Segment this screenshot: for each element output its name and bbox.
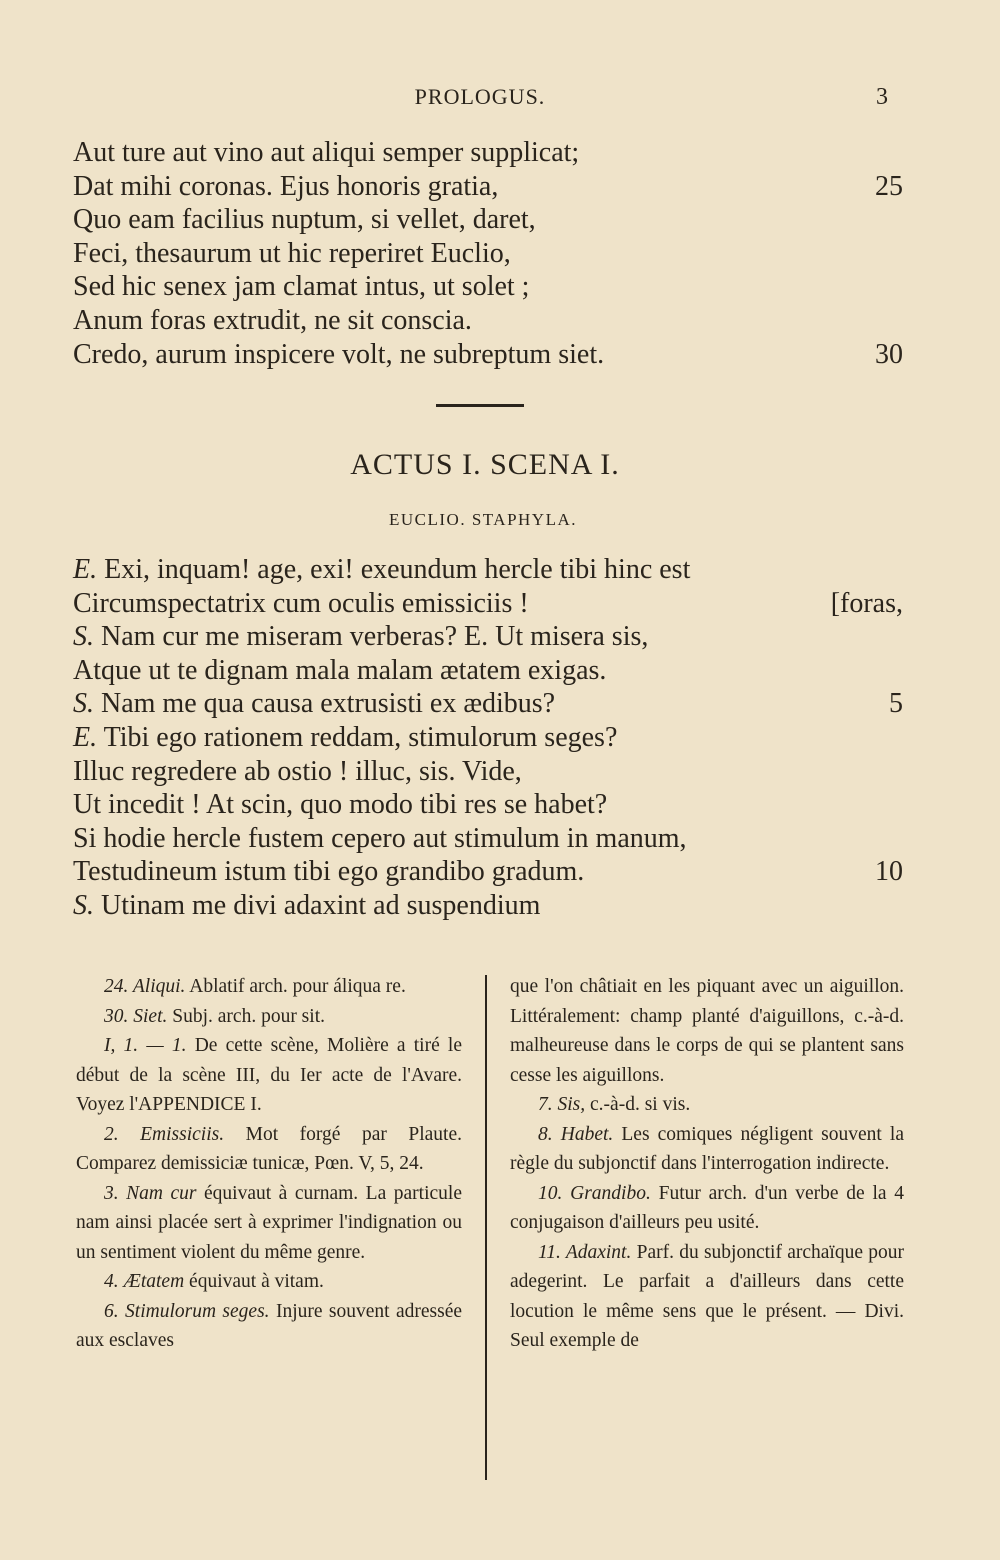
speaker: S.: [73, 688, 94, 720]
verse-text: Atque ut te dignam mala malam ætatem exigas.: [73, 654, 607, 686]
verse-text: Quo eam facilius nuptum, si vellet, daret,: [73, 204, 536, 236]
footnotes-right-column: [510, 972, 904, 1356]
footnote-text: Futur arch. d'un verbe de la 4 conjugaison d'ailleurs peu usité.: [510, 1182, 905, 1233]
verse-text: Circumspectatrix cum oculis emissiciis !: [73, 587, 529, 619]
verse-line: [73, 237, 903, 271]
footnote-text: équivaut à vitam.: [189, 1271, 324, 1292]
verse-text: Sed hic senex jam clamat intus, ut solet ;: [73, 271, 530, 303]
verse-line: [73, 822, 903, 856]
speaker: E.: [73, 721, 98, 753]
footnote-lemma: 7. Sis,: [538, 1094, 586, 1115]
footnote: [76, 1297, 462, 1356]
verse-text: Nam cur me miseram verberas? E. Ut misera sis,: [101, 621, 649, 653]
footnote: [510, 1179, 904, 1238]
footnote: [510, 1120, 904, 1179]
verse-line: [73, 270, 903, 304]
footnote-lemma: I, 1. — 1.: [104, 1035, 187, 1056]
verse-line: [73, 654, 903, 688]
page-number: 3: [876, 84, 888, 110]
footnote-continuation: [510, 972, 904, 1090]
verse-line: [73, 620, 903, 654]
verse-line: [73, 338, 903, 372]
line-number: [foras,: [830, 587, 903, 619]
verse-line: [73, 170, 903, 204]
verse-line: [73, 203, 903, 237]
verse-text: Aut ture aut vino aut aliqui semper supplicat;: [73, 137, 580, 168]
verse-text: Dat mihi coronas. Ejus honoris gratia,: [73, 170, 499, 202]
footnote: [510, 1238, 904, 1356]
scene-verse: [73, 553, 903, 923]
line-number: 10: [875, 856, 903, 888]
running-head: [0, 84, 1000, 114]
footnote-lemma: 8. Habet.: [538, 1123, 614, 1145]
footnote-lemma: 3. Nam cur: [104, 1182, 197, 1204]
verse-text: Feci, thesaurum ut hic reperiret Euclio,: [73, 237, 511, 269]
verse-text: Utinam me divi adaxint ad suspendium: [101, 889, 541, 921]
footnote-text: Parf. du subjonctif archaïque pour adegerint. Le parfait a d'ailleurs dans cette locution le même sens que le présent. — Divi. Seul exemple de: [510, 1241, 904, 1351]
verse-text: Illuc regredere ab ostio ! illuc, sis. Vide,: [73, 755, 522, 787]
section-divider: [436, 404, 524, 407]
line-number: 25: [875, 170, 903, 202]
verse-text: Exi, inquam! age, exi! exeundum hercle tibi hinc est: [104, 554, 691, 585]
footnote-text: que l'on châtiait en les piquant avec un aiguillon. Littéralement: champ planté d'aiguillons, c.-à-d. malheureuse dans le corps de qui se plantent sans cesse les aiguillons.: [510, 976, 904, 1086]
verse-line: [73, 687, 903, 721]
verse-line: [73, 755, 903, 789]
footnote-text: Injure souvent adressée aux esclaves: [76, 1300, 463, 1351]
footnote-lemma: 4. Ætatem: [104, 1271, 185, 1292]
scene-personae: EUCLIO. STAPHYLA.: [389, 510, 577, 529]
verse-line: [73, 304, 903, 338]
footnote: [510, 1090, 904, 1120]
footnote-text: De cette scène, Molière a tiré le début de la scène III, du Ier acte de l'Avare. Voyez l'APPENDICE I.: [76, 1035, 462, 1115]
footnote: [76, 1120, 462, 1179]
verse-text: Tibi ego rationem reddam, stimulorum seges?: [103, 721, 618, 753]
footnote-lemma: 10. Grandibo.: [538, 1182, 651, 1204]
verse-text: Si hodie hercle fustem cepero aut stimulum in manum,: [73, 822, 687, 854]
footnote: [76, 1031, 462, 1120]
footnote-lemma: 24. Aliqui.: [104, 976, 186, 997]
prologue-verse: [73, 136, 903, 371]
footnote-text: c.-à-d. si vis.: [590, 1094, 691, 1115]
line-number: 5: [889, 688, 903, 720]
footnote-text: équivaut à curnam. La particule nam ainsi placée sert à exprimer l'indignation ou un sentiment violent du même genre.: [76, 1182, 462, 1263]
footnote-lemma: 2. Emissiciis.: [104, 1123, 225, 1145]
footnote-lemma: 30. Siet.: [104, 1005, 168, 1027]
verse-line: [73, 788, 903, 822]
footnotes-left-column: [76, 972, 462, 1356]
footnote: [76, 1179, 462, 1268]
footnote: [76, 1267, 462, 1297]
speaker: S.: [73, 621, 94, 653]
footnote-text: Mot forgé par Plaute. Comparez demissiciæ tunicæ, Pœn. V, 5, 24.: [76, 1123, 463, 1174]
verse-line: [73, 587, 903, 621]
footnote-lemma: 6. Stimulorum seges.: [104, 1300, 270, 1322]
column-divider: [485, 975, 487, 1480]
scene-title: ACTUS I. SCENA I.: [350, 448, 620, 481]
footnote: [76, 972, 462, 1002]
verse-line: [73, 889, 903, 923]
verse-line: [73, 136, 903, 170]
footnote-text: Subj. arch. pour sit.: [172, 1005, 325, 1027]
speaker: E.: [73, 554, 98, 585]
verse-text: Anum foras extrudit, ne sit conscia.: [73, 304, 472, 336]
verse-text: Testudineum istum tibi ego grandibo gradum.: [73, 856, 585, 888]
verse-line: [73, 855, 903, 889]
verse-text: Nam me qua causa extrusisti ex ædibus?: [101, 688, 556, 720]
footnote-text: Les comiques négligent souvent la règle du subjonctif dans l'interrogation indirecte.: [510, 1123, 904, 1174]
running-title: PROLOGUS.: [414, 84, 546, 109]
verse-line: [73, 553, 903, 587]
verse-text: Ut incedit ! At scin, quo modo tibi res se habet?: [73, 789, 608, 821]
footnote-lemma: 11. Adaxint.: [538, 1241, 632, 1263]
footnote-text: Ablatif arch. pour áliqua re.: [189, 976, 406, 997]
verse-line: [73, 721, 903, 755]
verse-text: Credo, aurum inspicere volt, ne subreptum siet.: [73, 338, 605, 370]
speaker: S.: [73, 889, 94, 921]
footnote: [76, 1002, 462, 1032]
line-number: 30: [875, 338, 903, 370]
